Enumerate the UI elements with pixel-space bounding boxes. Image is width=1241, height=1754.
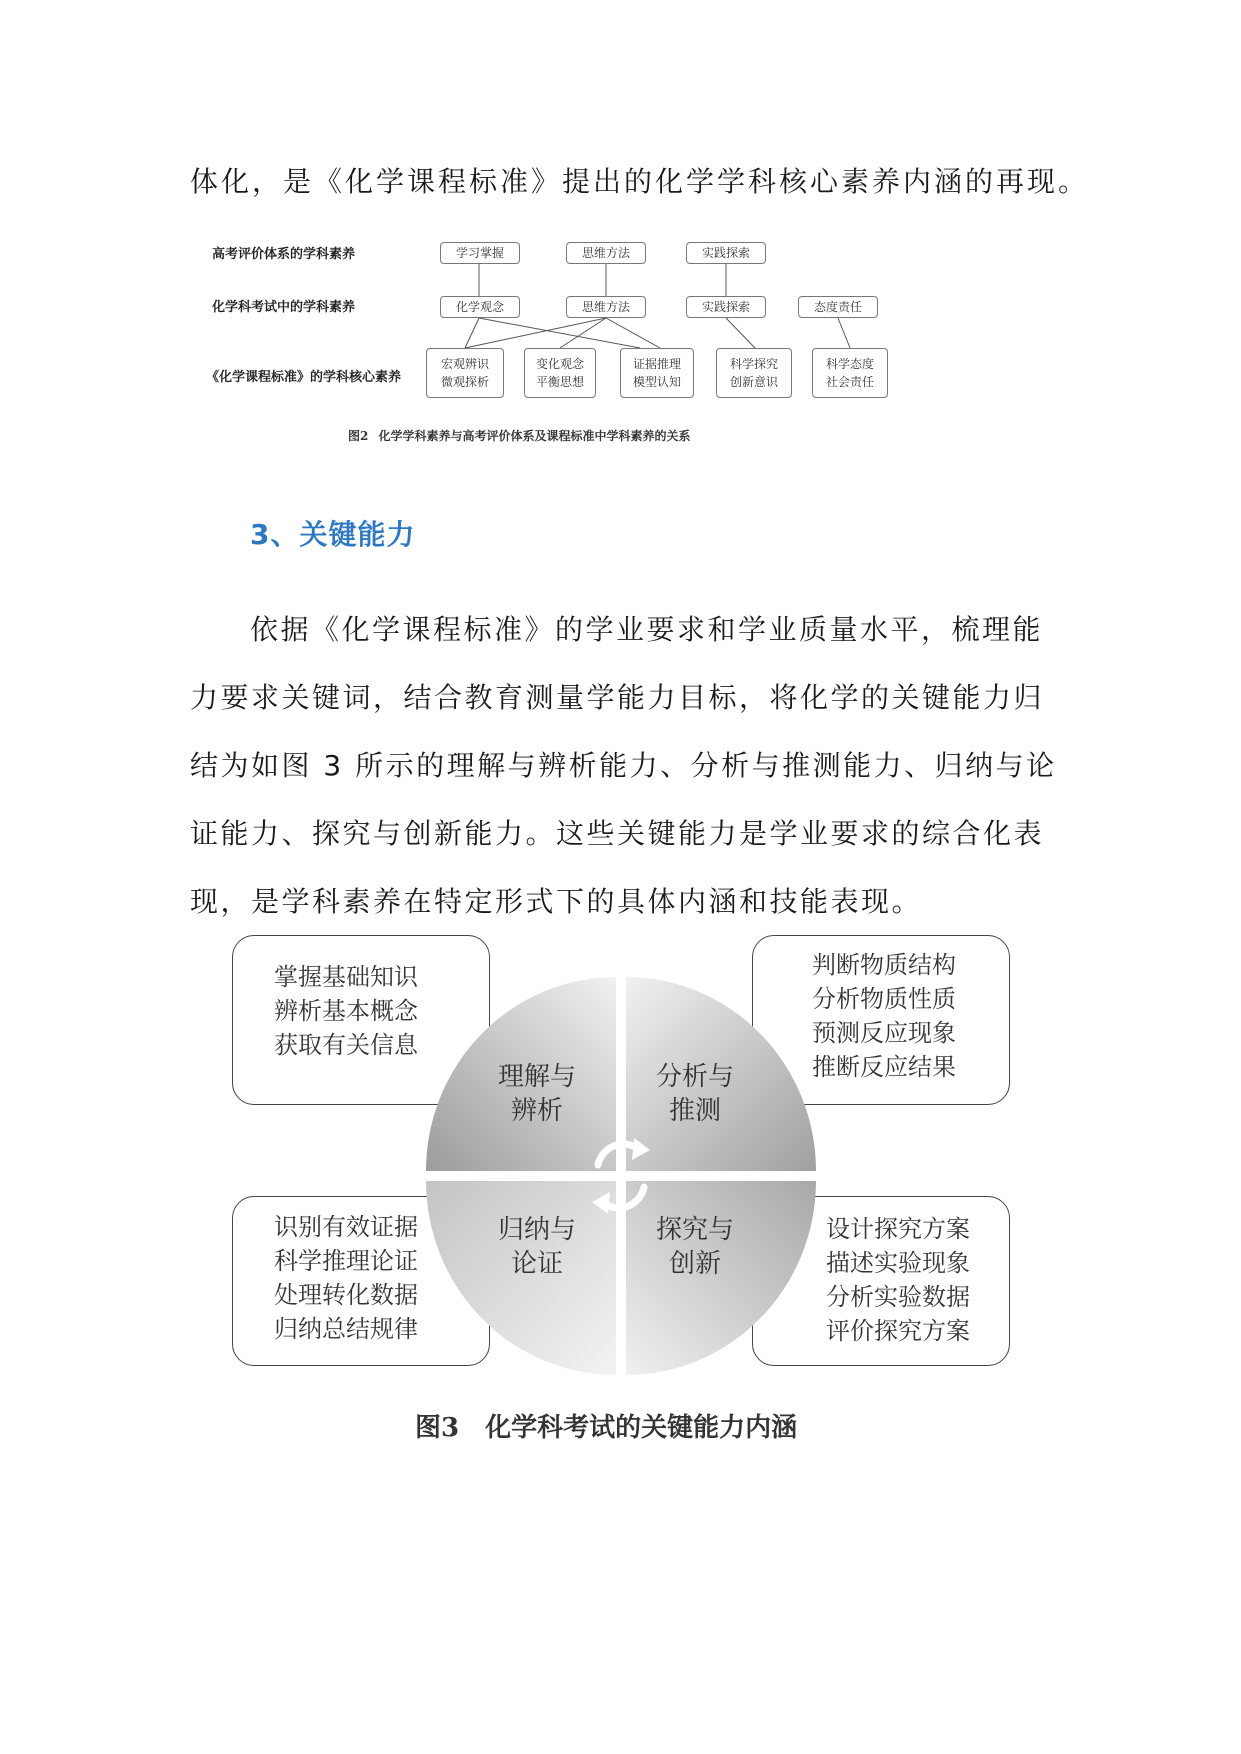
figure-2-caption: 图2 化学学科素养与高考评价体系及课程标准中学科素养的关系 xyxy=(348,429,691,443)
paragraph-line: 证能力、探究与创新能力。这些关键能力是学业要求的综合化表 xyxy=(190,817,1045,850)
figure-3-caption xyxy=(415,1407,797,1444)
figure-2-node: 态度责任 xyxy=(798,296,878,318)
figure-2-node: 思维方法 xyxy=(566,242,646,264)
quadrant-label: 分析与 推测 xyxy=(656,1062,735,1126)
paragraph-line: 现，是学科素养在特定形式下的具体内涵和技能表现。 xyxy=(190,885,923,918)
top-left-box-text: 掌握基础知识 辨析基本概念 获取有关信息 xyxy=(274,963,418,1059)
figure-2-core-node: 科学探究 创新意识 xyxy=(716,348,792,398)
bottom-left-box-text: 识别有效证据 科学推理论证 处理转化数据 归纳总结规律 xyxy=(274,1213,418,1343)
figure-title: 化学科考试的关键能力内涵 xyxy=(485,1413,798,1443)
figure-2-core-node: 科学态度 社会责任 xyxy=(812,348,888,398)
paragraph-line: 力要求关键词，结合教育测量学能力目标，将化学的关键能力归 xyxy=(190,681,1045,714)
top-right-box-text: 判断物质结构 分析物质性质 预测反应现象 推断反应结果 xyxy=(812,951,956,1081)
quadrant-label: 探究与 创新 xyxy=(656,1215,735,1279)
section-heading: 3、关键能力 xyxy=(250,518,416,551)
figure-2-core-node: 证据推理 模型认知 xyxy=(620,348,694,398)
figure-2-node: 化学观念 xyxy=(440,296,520,318)
figure-2-node: 实践探索 xyxy=(686,296,766,318)
figure-2-core-node: 宏观辨识 微观探析 xyxy=(426,348,504,398)
figure-2-row-label: 高考评价体系的学科素养 xyxy=(212,247,356,262)
figure-2-node: 学习掌握 xyxy=(440,242,520,264)
figure-2-node: 思维方法 xyxy=(566,296,646,318)
figure-number: 图3 xyxy=(415,1413,460,1443)
body-text-line: 体化，是《化学课程标准》提出的化学学科核心素养内涵的再现。 xyxy=(190,165,1090,198)
figure-2-row-label: 《化学课程标准》的学科核心素养 xyxy=(206,370,402,385)
figure-2-node: 实践探索 xyxy=(686,242,766,264)
figure-2-core-node: 变化观念 平衡思想 xyxy=(524,348,596,398)
quadrant-label: 归纳与 论证 xyxy=(498,1215,577,1279)
paragraph-line: 依据《化学课程标准》的学业要求和学业质量水平，梳理能 xyxy=(250,613,1044,646)
bottom-right-box-text: 设计探究方案 描述实验现象 分析实验数据 评价探究方案 xyxy=(826,1215,970,1345)
paragraph-line: 结为如图 3 所示的理解与辨析能力、分析与推测能力、归纳与论 xyxy=(190,749,1057,782)
quadrant-label: 理解与 辨析 xyxy=(498,1062,577,1126)
figure-2-row-label: 化学科考试中的学科素养 xyxy=(212,300,356,315)
